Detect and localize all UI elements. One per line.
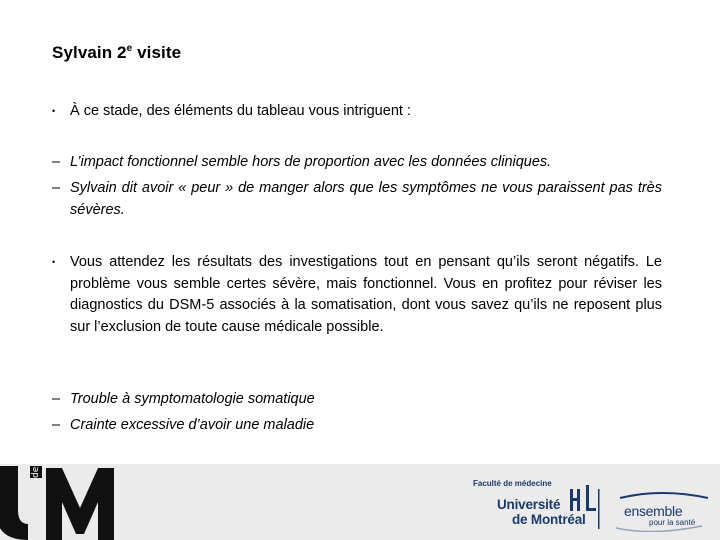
udm-emblem-icon — [566, 485, 602, 531]
dash-icon: – — [52, 180, 61, 196]
um-logo-small-text: de — [31, 466, 41, 478]
bullet-text-1: À ce stade, des éléments du tableau vous intriguent : — [70, 103, 411, 119]
title-rest: visite — [132, 43, 182, 62]
faculte-label: Faculté de médecine — [473, 479, 552, 488]
udm-name-line2: de Montréal — [512, 512, 586, 527]
dash-text-4: Crainte excessive d’avoir une maladie — [70, 417, 315, 433]
slide-title — [52, 43, 181, 63]
dash-icon: – — [52, 154, 61, 170]
ensemble-name: ensemble — [624, 503, 683, 519]
udm-name-line1: Université — [497, 497, 561, 512]
dash-icon: – — [52, 391, 61, 407]
title-main: Sylvain 2 — [52, 43, 127, 62]
um-logo-icon — [0, 466, 120, 540]
dash-icon: – — [52, 417, 61, 433]
ensemble-tagline: pour la santé — [649, 518, 696, 527]
dash-text-1: L’impact fonctionnel semble hors de proportion avec les données cliniques. — [70, 154, 552, 170]
bullet-icon: • — [52, 257, 56, 267]
bullet-icon: • — [52, 106, 56, 116]
dash-text-2: Sylvain dit avoir « peur » de manger alors que les symptômes ne vous paraissent pas très sévères. — [70, 180, 662, 218]
bullet-text-2: Vous attendez les résultats des investigations tout en pensant qu’ils seront négatifs. Le problème vous semble certes sévère, mais fonctionnel. Vous en profitez pour réviser les diagnostics du DSM-5 associés à la somatisation, dont vous savez qu’ils ne reposent plus sur l’exclusion de toute cause médicale possible. — [70, 254, 662, 335]
dash-text-3: Trouble à symptomatologie somatique — [70, 391, 315, 407]
title-superscript: e — [126, 43, 133, 54]
